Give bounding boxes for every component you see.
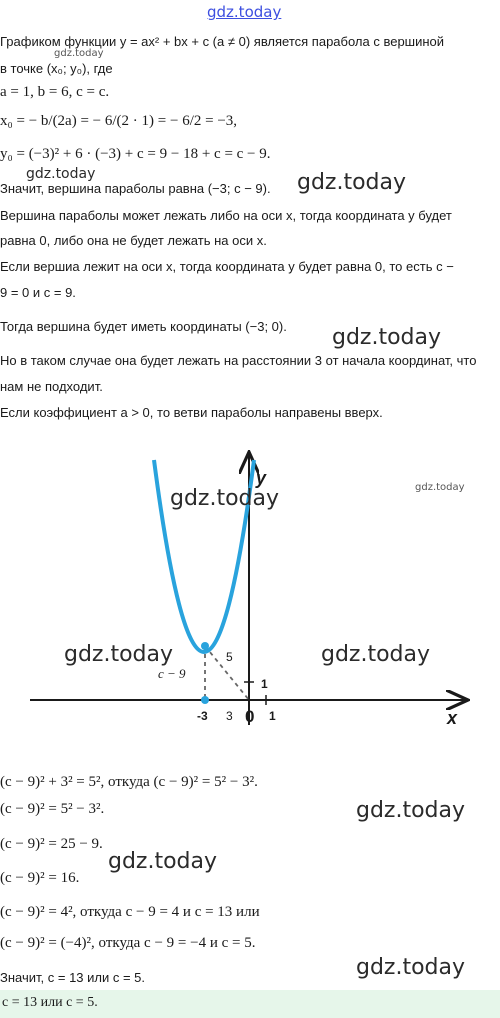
text-line-10: 9 = 0 и c = 9.: [0, 285, 76, 300]
text-line-4: x₀ = − b/(2a) = − 6/(2 · 1) = − 6/2 = −3,: [0, 113, 238, 129]
text-line-19: (c − 9)² = 4², откуда c − 9 = 4 и c = 13 или: [0, 904, 260, 920]
text-line-2: в точке (x₀; y₀), где: [0, 61, 113, 76]
watermark-big-6: gdz.today: [356, 798, 466, 823]
y-unit-label: 1: [261, 677, 268, 691]
vertex-point: [201, 642, 209, 650]
text-line-11: Тогда вершина будет иметь координаты (−3; 0).: [0, 319, 287, 334]
watermark-big-8: gdz.today: [356, 955, 466, 980]
text-line-20: (c − 9)² = (−4)², откуда c − 9 = −4 и c = 5.: [0, 935, 256, 951]
text-line-9: Если вершиа лежит на оси x, тогда координата y будет равна 0, то есть c −: [0, 259, 454, 274]
text-line-18: (c − 9)² = 16.: [0, 870, 80, 886]
y-axis-label: y: [256, 468, 267, 488]
answer-box: [0, 990, 500, 1018]
watermark-small-1: gdz.today: [54, 48, 104, 59]
text-line-13: нам не подходит.: [0, 379, 103, 394]
text-line-14: Если коэффициент a > 0, то ветви параболы направены вверх.: [0, 405, 383, 420]
base-label: 3: [226, 709, 233, 723]
leg-label: c − 9: [158, 666, 186, 681]
watermark-big-3: gdz.today: [170, 486, 280, 511]
watermark-small-2: gdz.today: [415, 482, 465, 493]
watermark-big-7: gdz.today: [108, 849, 218, 874]
hypotenuse-label: 5: [226, 650, 233, 664]
watermark-big-5: gdz.today: [321, 642, 431, 667]
text-line-6: Значит, вершина параболы равна (−3; c − 9).: [0, 181, 271, 196]
text-line-7: Вершина параболы может лежать либо на оси x, тогда координата y будет: [0, 208, 452, 223]
text-line-3: a = 1, b = 6, c = c.: [0, 84, 110, 100]
minus-three-point: [201, 696, 209, 704]
x-axis-label: x: [447, 708, 458, 728]
text-line-16: (c − 9)² = 5² − 3².: [0, 801, 105, 817]
vertex-x-label: -3: [197, 709, 208, 723]
text-line-21: Значит, c = 13 или c = 5.: [0, 970, 146, 985]
x-unit-label: 1: [269, 709, 276, 723]
watermark-mid-1: gdz.today: [26, 166, 96, 182]
watermark-big-4: gdz.today: [64, 642, 174, 667]
answer-text: c = 13 или c = 5.: [2, 995, 98, 1010]
watermark-big-2: gdz.today: [332, 325, 442, 350]
text-line-5: y₀ = (−3)² + 6 · (−3) + c = 9 − 18 + c = c − 9.: [0, 146, 271, 162]
text-line-12: Но в таком случае она будет лежать на расстоянии 3 от начала координат, что: [0, 353, 477, 368]
text-line-17: (c − 9)² = 25 − 9.: [0, 836, 103, 852]
origin-label: 0: [245, 707, 255, 726]
text-line-15: (c − 9)² + 3² = 5², откуда (c − 9)² = 5² − 3².: [0, 774, 258, 790]
watermark-top[interactable]: gdz.today: [207, 3, 282, 21]
text-line-1: Графиком функции y = ax² + bx + c (a ≠ 0) является парабола с вершиной: [0, 34, 445, 49]
text-line-8: равна 0, либо она не будет лежать на оси x.: [0, 233, 267, 248]
watermark-big-1: gdz.today: [297, 170, 407, 195]
